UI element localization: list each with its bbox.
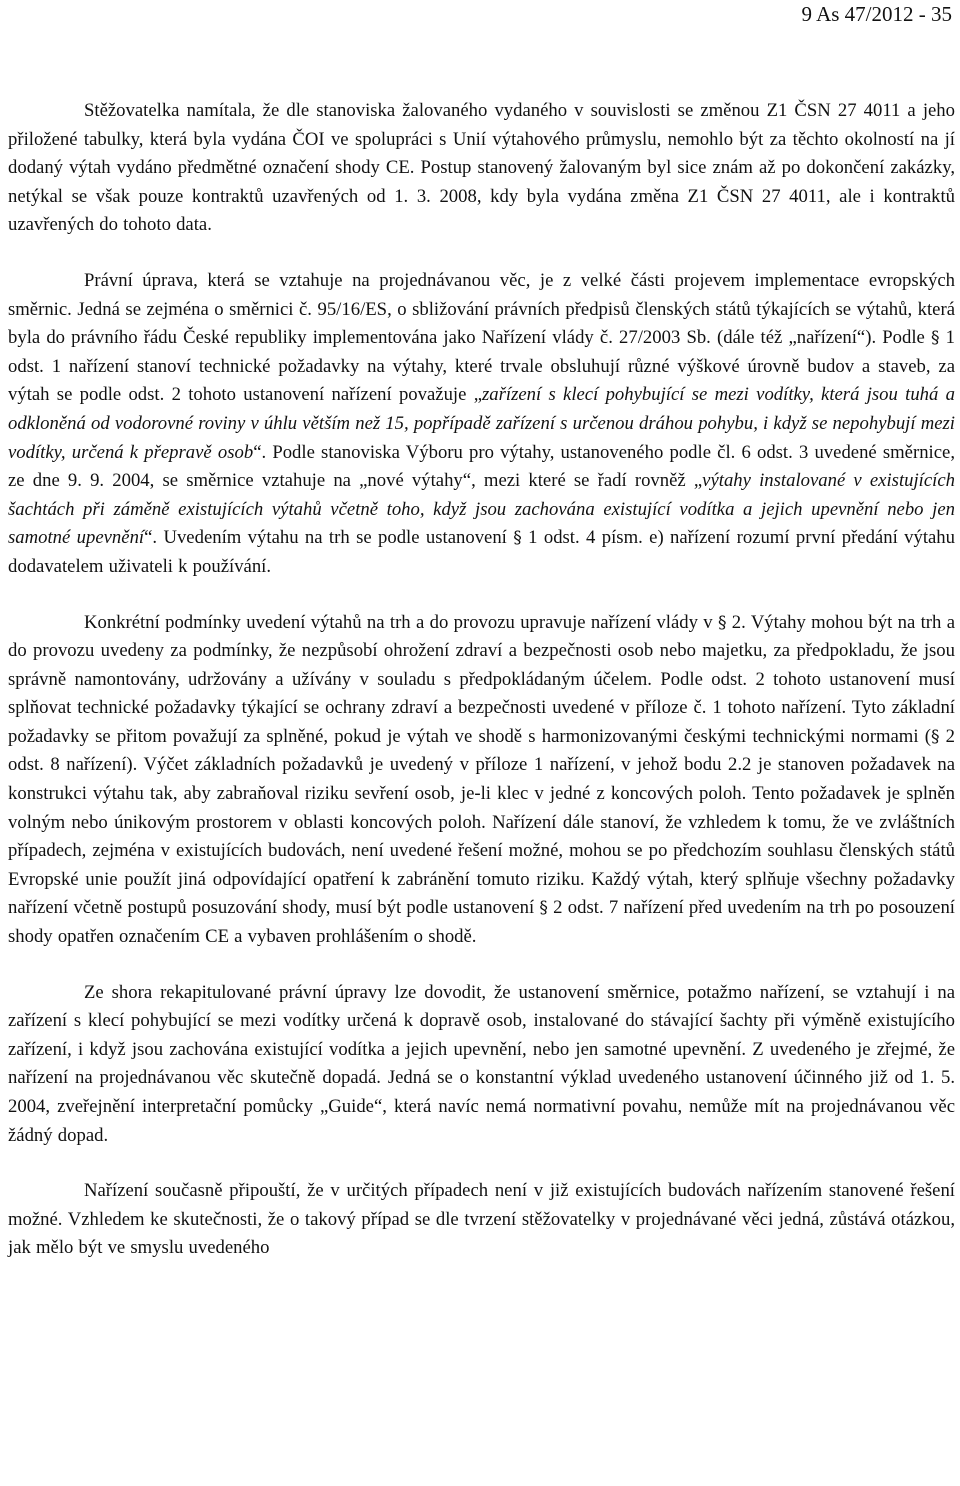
text-segment: 1 odst. 4 písm. e) nařízení rozumí první předání výtahu dodavatelem uživateli k používání. bbox=[8, 527, 955, 577]
paragraph-5 bbox=[8, 1177, 955, 1263]
text-segment: 2 odst. 7 nařízení před uvedením na trh po posouzení shody opatřen označením CE a vybaven prohlášením o shodě. bbox=[8, 897, 955, 948]
text-segment: “. Podle stanoviska Výboru pro výtahy, ustanoveného podle čl. 6 odst. 3 uvedené směrnice, ze dne 9. 9. 2004, se směrnice vztahuje na „nové výtahy“, mezi které se řadí rovněž „ bbox=[8, 441, 955, 492]
text-segment: Nařízení současně připouští, že v určitých případech není v již existujících budovách nařízením stanovené řešení možné. Vzhledem ke skutečnosti, že o takový případ se dle tvrzení stěžovatelky v projednávané věci jedná, zůstává otázkou, jak mělo být ve smyslu uvedeného bbox=[8, 1180, 955, 1259]
text-segment: Ze shora rekapitulované právní úpravy lze dovodit, že ustanovení směrnice, potažmo nařízení, se vztahují i na zařízení s klecí pohybující se mezi vodítky určená k dopravě osob, instalované do stávající šachty při výměně existujícího zařízení, i když jsou zachována existující vodítka a jejich upevnění, nebo jen samotné upevnění. Z uvedeného je zřejmé, že nařízení na projednávanou věc skutečně dopadá. Jedná se o konstantní výklad uvedeného ustanovení účinného již od 1. 5. 2004, zveřejnění interpretační pomůcky „Guide“, která navíc nemá normativní povahu, nemůže mít na projednávanou věc žádný dopad. bbox=[8, 981, 955, 1146]
section-sign: § bbox=[931, 328, 940, 349]
text-segment: Stěžovatelka namítala, že dle stanoviska žalovaného vydaného v souvislosti se změnou Z1 ČSN 27 4011 a jeho přiložené tabulky, která byla vydána ČOI ve spolupráci s Unií výtahového průmyslu, nemohlo být za těchto okolností na jí dodaný výtah vydáno předmětné označení shody CE. Postup stanovený žalovaným byl sice znám až po dokončení zakázky, netýkal se však pouze kontraktů uzavřených od 1. 3. 2008, kdy byla vydána změna Z1 ČSN 27 4011, ale i kontraktů uzavřených do tohoto data. bbox=[8, 100, 955, 236]
quoted-definition: výtahy instalované v existujících šachtách při záměně existujících výtahů včetně toho, když jsou zachována existující vodítka a jejich upevnění nebo jen samotné upevnění bbox=[8, 470, 955, 549]
section-sign: § bbox=[513, 528, 522, 549]
section-sign: § bbox=[717, 612, 727, 633]
paragraph-3 bbox=[8, 609, 955, 952]
text-segment: 1 odst. 1 nařízení stanoví technické požadavky na výtahy, které trvale obsluhují různé výškové úrovně budov a staveb, za výtah se podle odst. 2 tohoto ustanovení nařízení považuje „ bbox=[8, 327, 955, 406]
page-reference: 9 As 47/2012 - 35 bbox=[801, 2, 952, 26]
paragraph-2 bbox=[8, 267, 955, 582]
paragraph-1 bbox=[8, 97, 955, 240]
paragraph-4 bbox=[8, 979, 955, 1151]
text-segment: “. Uvedením výtahu na trh se podle ustanovení bbox=[144, 527, 514, 549]
text-segment: Konkrétní podmínky uvedení výtahů na trh a do provozu upravuje nařízení vlády v bbox=[84, 611, 718, 633]
document-body bbox=[8, 97, 955, 1263]
text-segment: 2 odst. 8 nařízení). Výčet základních požadavků je uvedený v příloze 1 nařízení, v jehož bodu 2.2 je stanoven požadavek na konstrukci výtahu tak, aby zabraňoval riziku sevření osob, je-li klec v jedné z koncových poloh. Tento požadavek je splněn volným nebo únikovým prostorem v oblasti koncových poloh. Nařízení dále stanoví, že vzhledem k tomu, že ve zvláštních případech, zejména v existujících budovách, není uvedené řešení možné, mohou se po předchozím souhlasu členských států Evropské unie použít jiná odpovídající opatření k zabránění tomuto riziku. Každý výtah, který splňuje všechny požadavky nařízení včetně postupů posuzování shody, musí být podle ustanovení bbox=[8, 725, 956, 919]
section-sign: § bbox=[539, 898, 548, 919]
text-segment: 2. Výtahy mohou být na trh a do provozu uvedeny za podmínky, že nezpůsobí ohrožení zdraví a bezpečnosti osob nebo majetku, za předpokladu, že jsou správně namontovány, udržovány a užívány v souladu s předpokládaným účelem. Podle odst. 2 tohoto ustanovení musí splňovat technické požadavky týkající se ochrany zdraví a bezpečnosti uvedené v příloze č. 1 tohoto nařízení. Tyto základní požadavky se přitom považují za splněné, pokud je výtah ve shodě s harmonizovanými českými technickými normami ( bbox=[8, 611, 955, 747]
quoted-definition: zařízení s klecí pohybující se mezi vodítky, která jsou tuhá a odkloněná od vodorovné roviny v úhlu větším než 15, popřípadě zařízení s určenou dráhou pohybu, i když se nepohybují mezi vodítky, určená k přepravě osob bbox=[8, 384, 955, 463]
section-sign: § bbox=[930, 726, 940, 747]
text-segment: Právní úprava, která se vztahuje na projednávanou věc, je z velké části projevem implementace evropských směrnic. Jedná se zejména o směrnici č. 95/16/ES, o sbližování právních předpisů členských států týkajících se výtahů, která byla do právního řádu České republiky implementována jako Nařízení vlády č. 27/2003 Sb. (dále též „nařízení“). Podle bbox=[8, 269, 955, 349]
